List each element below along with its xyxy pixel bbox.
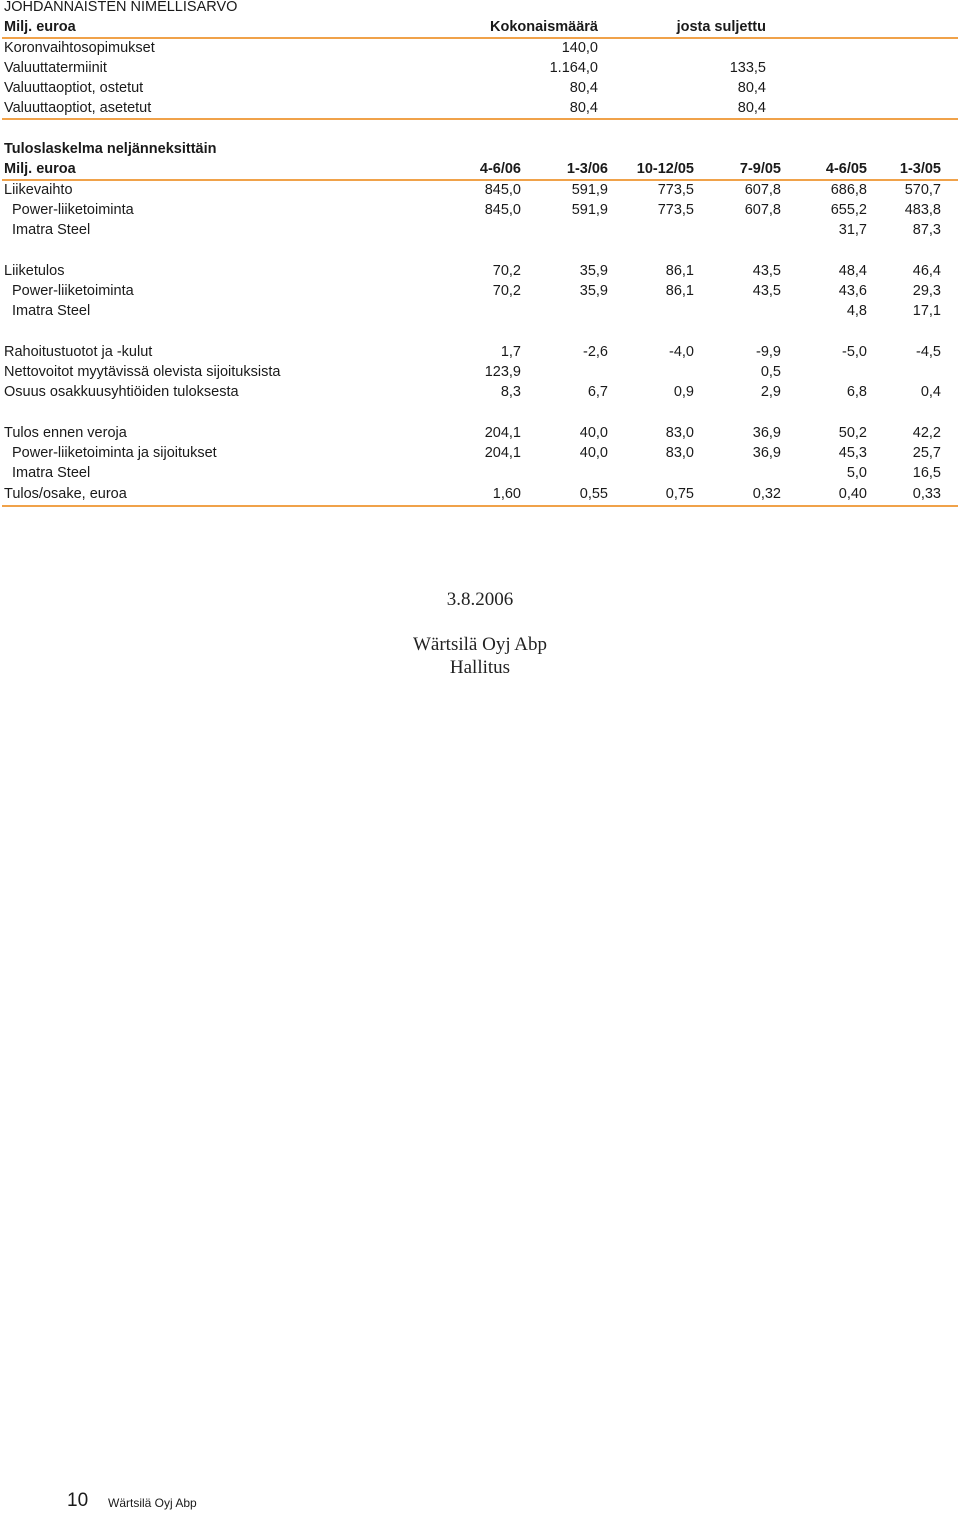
row-value: 43,6	[838, 283, 867, 299]
derivatives-col-total: Kokonaismäärä	[490, 19, 598, 35]
row-label: Nettovoitot myytävissä olevista sijoituksista	[4, 364, 281, 380]
row-value: 773,5	[657, 202, 694, 218]
row-value: 2,9	[760, 384, 781, 400]
row-value: 43,5	[752, 283, 781, 299]
row-value: 0,75	[665, 486, 694, 502]
table-row	[0, 301, 960, 321]
row-label: Power-liiketoiminta	[12, 202, 134, 218]
row-value: -2,6	[583, 344, 608, 360]
period-header: 1-3/06	[566, 161, 608, 177]
row-label: Power-liiketoiminta	[12, 283, 134, 299]
row-value: 4,8	[846, 303, 867, 319]
table-row	[0, 58, 960, 78]
row-value: 204,1	[484, 445, 521, 461]
derivatives-footer-rule	[2, 118, 958, 120]
row-value: 686,8	[830, 182, 867, 198]
table-row	[0, 261, 960, 281]
row-label: Liiketulos	[4, 263, 65, 279]
derivatives-title: JOHDANNAISTEN NIMELLISARVO	[4, 0, 238, 15]
row-closed: 80,4	[737, 100, 766, 116]
row-value: 48,4	[838, 263, 867, 279]
row-label: Tulos/osake, euroa	[4, 486, 127, 502]
row-value: 46,4	[912, 263, 941, 279]
quarterly-footer-rule	[2, 505, 958, 507]
period-header: 1-3/05	[899, 161, 941, 177]
signature-body: Hallitus	[449, 657, 511, 678]
row-value: 70,2	[492, 283, 521, 299]
row-total: 1.164,0	[549, 60, 598, 76]
row-value: 17,1	[912, 303, 941, 319]
row-value: 36,9	[752, 425, 781, 441]
row-value: 1,60	[492, 486, 521, 502]
period-header: 10-12/05	[636, 161, 694, 177]
row-total: 140,0	[561, 40, 598, 56]
row-value: 0,33	[912, 486, 941, 502]
row-label: Imatra Steel	[12, 303, 91, 319]
row-value: 8,3	[500, 384, 521, 400]
row-label: Valuuttaoptiot, ostetut	[4, 80, 144, 96]
row-value: 845,0	[484, 202, 521, 218]
table-row	[0, 463, 960, 483]
table-row	[0, 180, 960, 200]
row-label: Imatra Steel	[12, 222, 91, 238]
row-value: 35,9	[579, 283, 608, 299]
row-value: 607,8	[744, 202, 781, 218]
row-label: Liikevaihto	[4, 182, 73, 198]
row-value: 86,1	[665, 283, 694, 299]
row-value: 35,9	[579, 263, 608, 279]
row-closed: 133,5	[729, 60, 766, 76]
row-value: 83,0	[665, 425, 694, 441]
table-row	[0, 484, 960, 504]
table-row	[0, 342, 960, 362]
quarterly-unit-label: Milj. euroa	[4, 161, 76, 177]
signature-company: Wärtsilä Oyj Abp	[412, 634, 548, 655]
row-value: 0,5	[760, 364, 781, 380]
row-value: 591,9	[571, 182, 608, 198]
row-total: 80,4	[569, 80, 598, 96]
row-value: 204,1	[484, 425, 521, 441]
row-value: 0,4	[920, 384, 941, 400]
row-value: 50,2	[838, 425, 867, 441]
row-value: 845,0	[484, 182, 521, 198]
table-row	[0, 78, 960, 98]
table-row	[0, 281, 960, 301]
quarterly-title: Tuloslaskelma neljänneksittäin	[4, 141, 217, 157]
row-value: 591,9	[571, 202, 608, 218]
period-header: 4-6/05	[825, 161, 867, 177]
table-row	[0, 38, 960, 58]
footer-company: Wärtsilä Oyj Abp	[108, 1496, 197, 1510]
row-value: 29,3	[912, 283, 941, 299]
period-header: 4-6/06	[479, 161, 521, 177]
row-value: 773,5	[657, 182, 694, 198]
derivatives-col-closed: josta suljettu	[676, 19, 766, 35]
row-value: 0,40	[838, 486, 867, 502]
row-label: Valuuttatermiinit	[4, 60, 107, 76]
table-row	[0, 382, 960, 402]
row-value: 87,3	[912, 222, 941, 238]
row-value: 5,0	[846, 465, 867, 481]
row-value: 86,1	[665, 263, 694, 279]
row-value: 31,7	[838, 222, 867, 238]
row-label: Koronvaihtosopimukset	[4, 40, 155, 56]
table-row	[0, 220, 960, 240]
row-value: 123,9	[484, 364, 521, 380]
row-value: 36,9	[752, 445, 781, 461]
signature-date: 3.8.2006	[446, 589, 514, 610]
row-value: 0,55	[579, 486, 608, 502]
row-value: 70,2	[492, 263, 521, 279]
period-header: 7-9/05	[739, 161, 781, 177]
row-value: 83,0	[665, 445, 694, 461]
row-value: 16,5	[912, 465, 941, 481]
row-value: -5,0	[842, 344, 867, 360]
row-value: -4,5	[916, 344, 941, 360]
row-closed: 80,4	[737, 80, 766, 96]
row-value: 655,2	[830, 202, 867, 218]
row-value: 40,0	[579, 425, 608, 441]
table-row	[0, 362, 960, 382]
table-row	[0, 423, 960, 443]
row-label: Power-liiketoiminta ja sijoitukset	[12, 445, 217, 461]
row-label: Imatra Steel	[12, 465, 91, 481]
row-value: 0,32	[752, 486, 781, 502]
table-row	[0, 200, 960, 220]
row-value: 43,5	[752, 263, 781, 279]
row-value: 45,3	[838, 445, 867, 461]
row-value: 42,2	[912, 425, 941, 441]
row-value: -4,0	[669, 344, 694, 360]
row-value: 483,8	[904, 202, 941, 218]
row-label: Rahoitustuotot ja -kulut	[4, 344, 153, 360]
row-total: 80,4	[569, 100, 598, 116]
row-value: 607,8	[744, 182, 781, 198]
row-value: 570,7	[904, 182, 941, 198]
derivatives-unit-label: Milj. euroa	[4, 19, 76, 35]
row-label: Valuuttaoptiot, asetetut	[4, 100, 152, 116]
table-row	[0, 443, 960, 463]
row-value: 25,7	[912, 445, 941, 461]
row-label: Tulos ennen veroja	[4, 425, 127, 441]
page-number: 10	[67, 1490, 89, 1511]
row-value: 6,7	[587, 384, 608, 400]
row-value: 40,0	[579, 445, 608, 461]
row-value: 6,8	[846, 384, 867, 400]
row-value: 0,9	[673, 384, 694, 400]
row-value: 1,7	[500, 344, 521, 360]
row-value: -9,9	[756, 344, 781, 360]
table-row	[0, 98, 960, 118]
row-label: Osuus osakkuusyhtiöiden tuloksesta	[4, 384, 239, 400]
